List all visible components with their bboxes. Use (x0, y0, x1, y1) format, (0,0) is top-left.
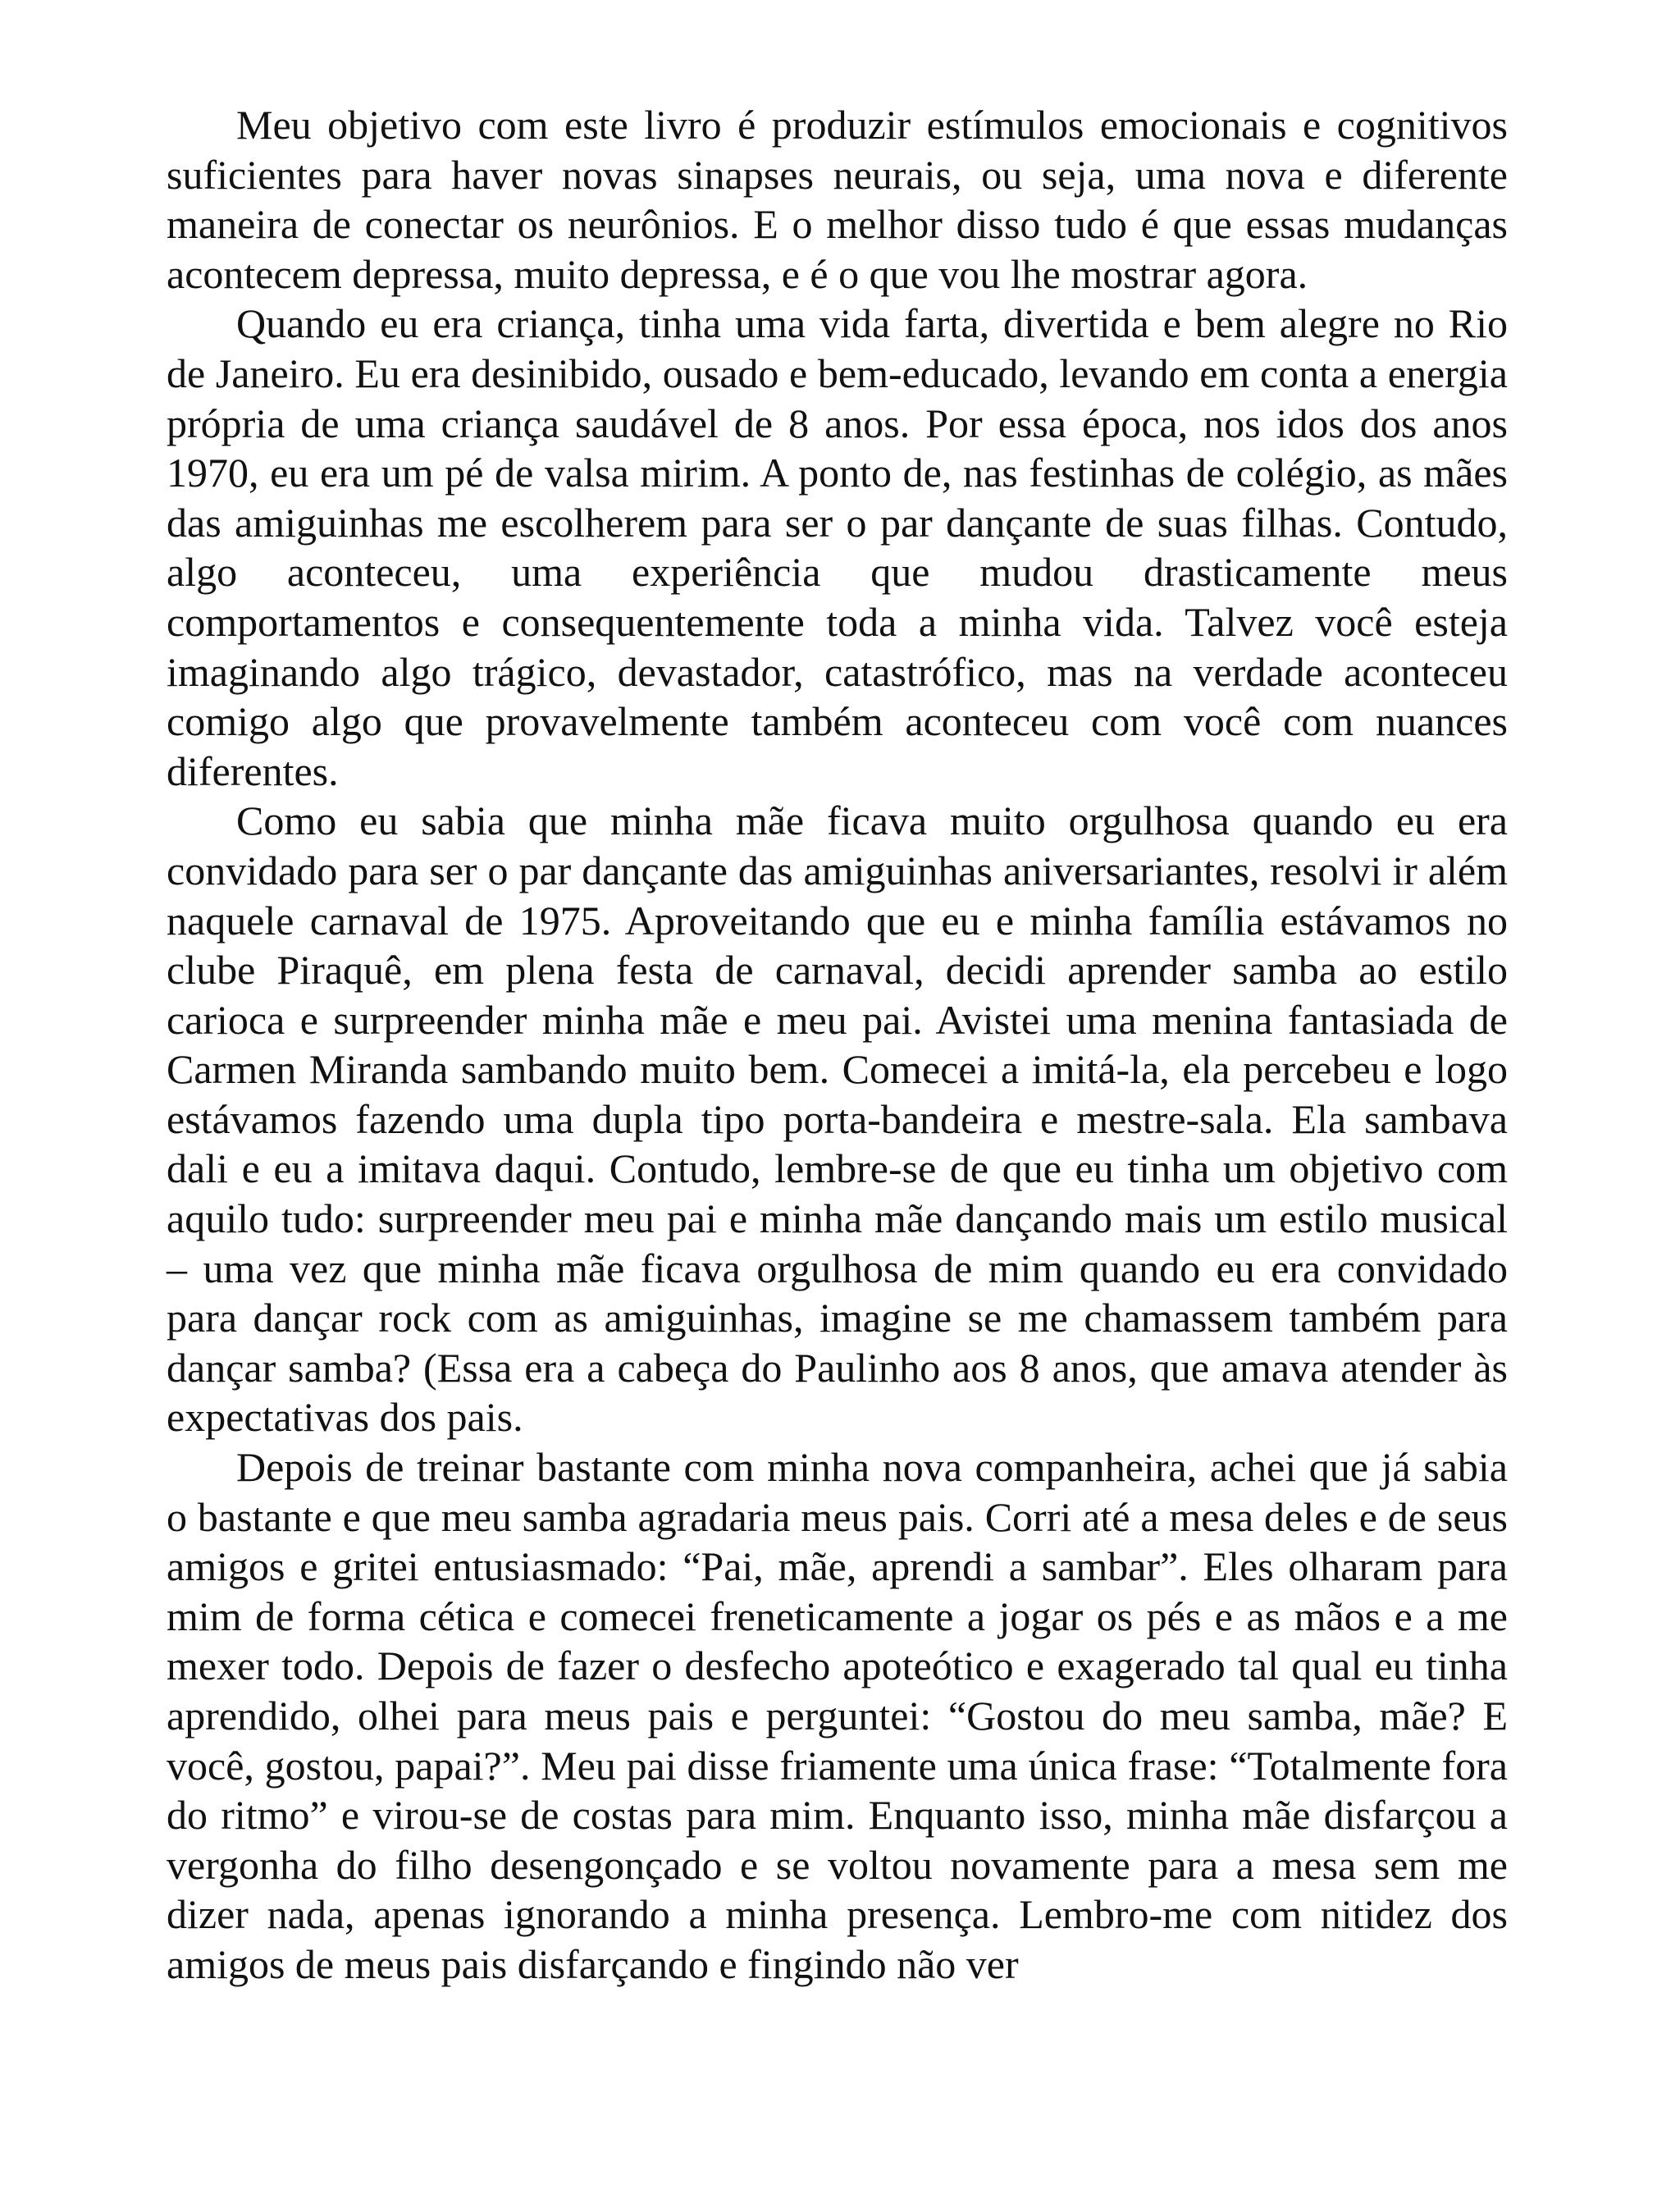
paragraph-3: Como eu sabia que minha mãe ficava muito orgulhosa quando eu era convidado para ser o par dançante das amiguinhas aniversariantes, resolvi ir além naquele carnaval de 1975. Aproveitando que eu e minha família estávamos no clube Piraquê, em plena festa de carnaval, decidi aprender samba ao estilo carioca e surpreender minha mãe e meu pai. Avistei uma menina fantasiada de Carmen Miranda sambando muito bem. Comecei a imitá-la, ela percebeu e logo estávamos fazendo uma dupla tipo porta-bandeira e mestre-sala. Ela sambava dali e eu a imitava daqui. Contudo, lembre-se de que eu tinha um objetivo com aquilo tudo: surpreender meu pai e minha mãe dançando mais um estilo musical – uma vez que minha mãe ficava orgulhosa de mim quando eu era convidado para dançar rock com as amiguinhas, imagine se me chamassem também para dançar samba? (Essa era a cabeça do Paulinho aos 8 anos, que amava atender às expectativas dos pais. (167, 797, 1508, 1441)
page-body (167, 100, 1508, 1990)
paragraph-4: Depois de treinar bastante com minha nova companheira, achei que já sabia o bastante e que meu samba agradaria meus pais. Corri até a mesa deles e de seus amigos e gritei entusiasmado: “Pai, mãe, aprendi a sambar”. Eles olharam para mim de forma cética e comecei freneticamente a jogar os pés e as mãos e a me mexer todo. Depois de fazer o desfecho apoteótico e exagerado tal qual eu tinha aprendido, olhei para meus pais e perguntei: “Gostou do meu samba, mãe? E você, gostou, papai?”. Meu pai disse friamente uma única frase: “Totalmente fora do ritmo” e virou-se de costas para mim. Enquanto isso, minha mãe disfarçou a vergonha do filho desengonçado e se voltou novamente para a mesa sem me dizer nada, apenas ignorando a minha presença. Lembro-me com nitidez dos amigos de meus pais disfarçando e fingindo não ver (167, 1444, 1508, 1987)
paragraph-2: Quando eu era criança, tinha uma vida farta, divertida e bem alegre no Rio de Janeiro. Eu era desinibido, ousado e bem-educado, levando em conta a energia própria de uma criança saudável de 8 anos. Por essa época, nos idos dos anos 1970, eu era um pé de valsa mirim. A ponto de, nas festinhas de colégio, as mães das amiguinhas me escolherem para ser o par dançante de suas filhas. Contudo, algo aconteceu, uma experiência que mudou drasticamente meus comportamentos e consequentemente toda a minha vida. Talvez você esteja imaginando algo trágico, devastador, catastrófico, mas na verdade aconteceu comigo algo que provavelmente também aconteceu com você com nuances diferentes. (167, 300, 1508, 794)
paragraph-1: Meu objetivo com este livro é produzir estímulos emocionais e cognitivos suficientes para haver novas sinapses neurais, ou seja, uma nova e diferente maneira de conectar os neurônios. E o melhor disso tudo é que essas mudanças acontecem depressa, muito depressa, e é o que vou lhe mostrar agora. (167, 102, 1508, 297)
